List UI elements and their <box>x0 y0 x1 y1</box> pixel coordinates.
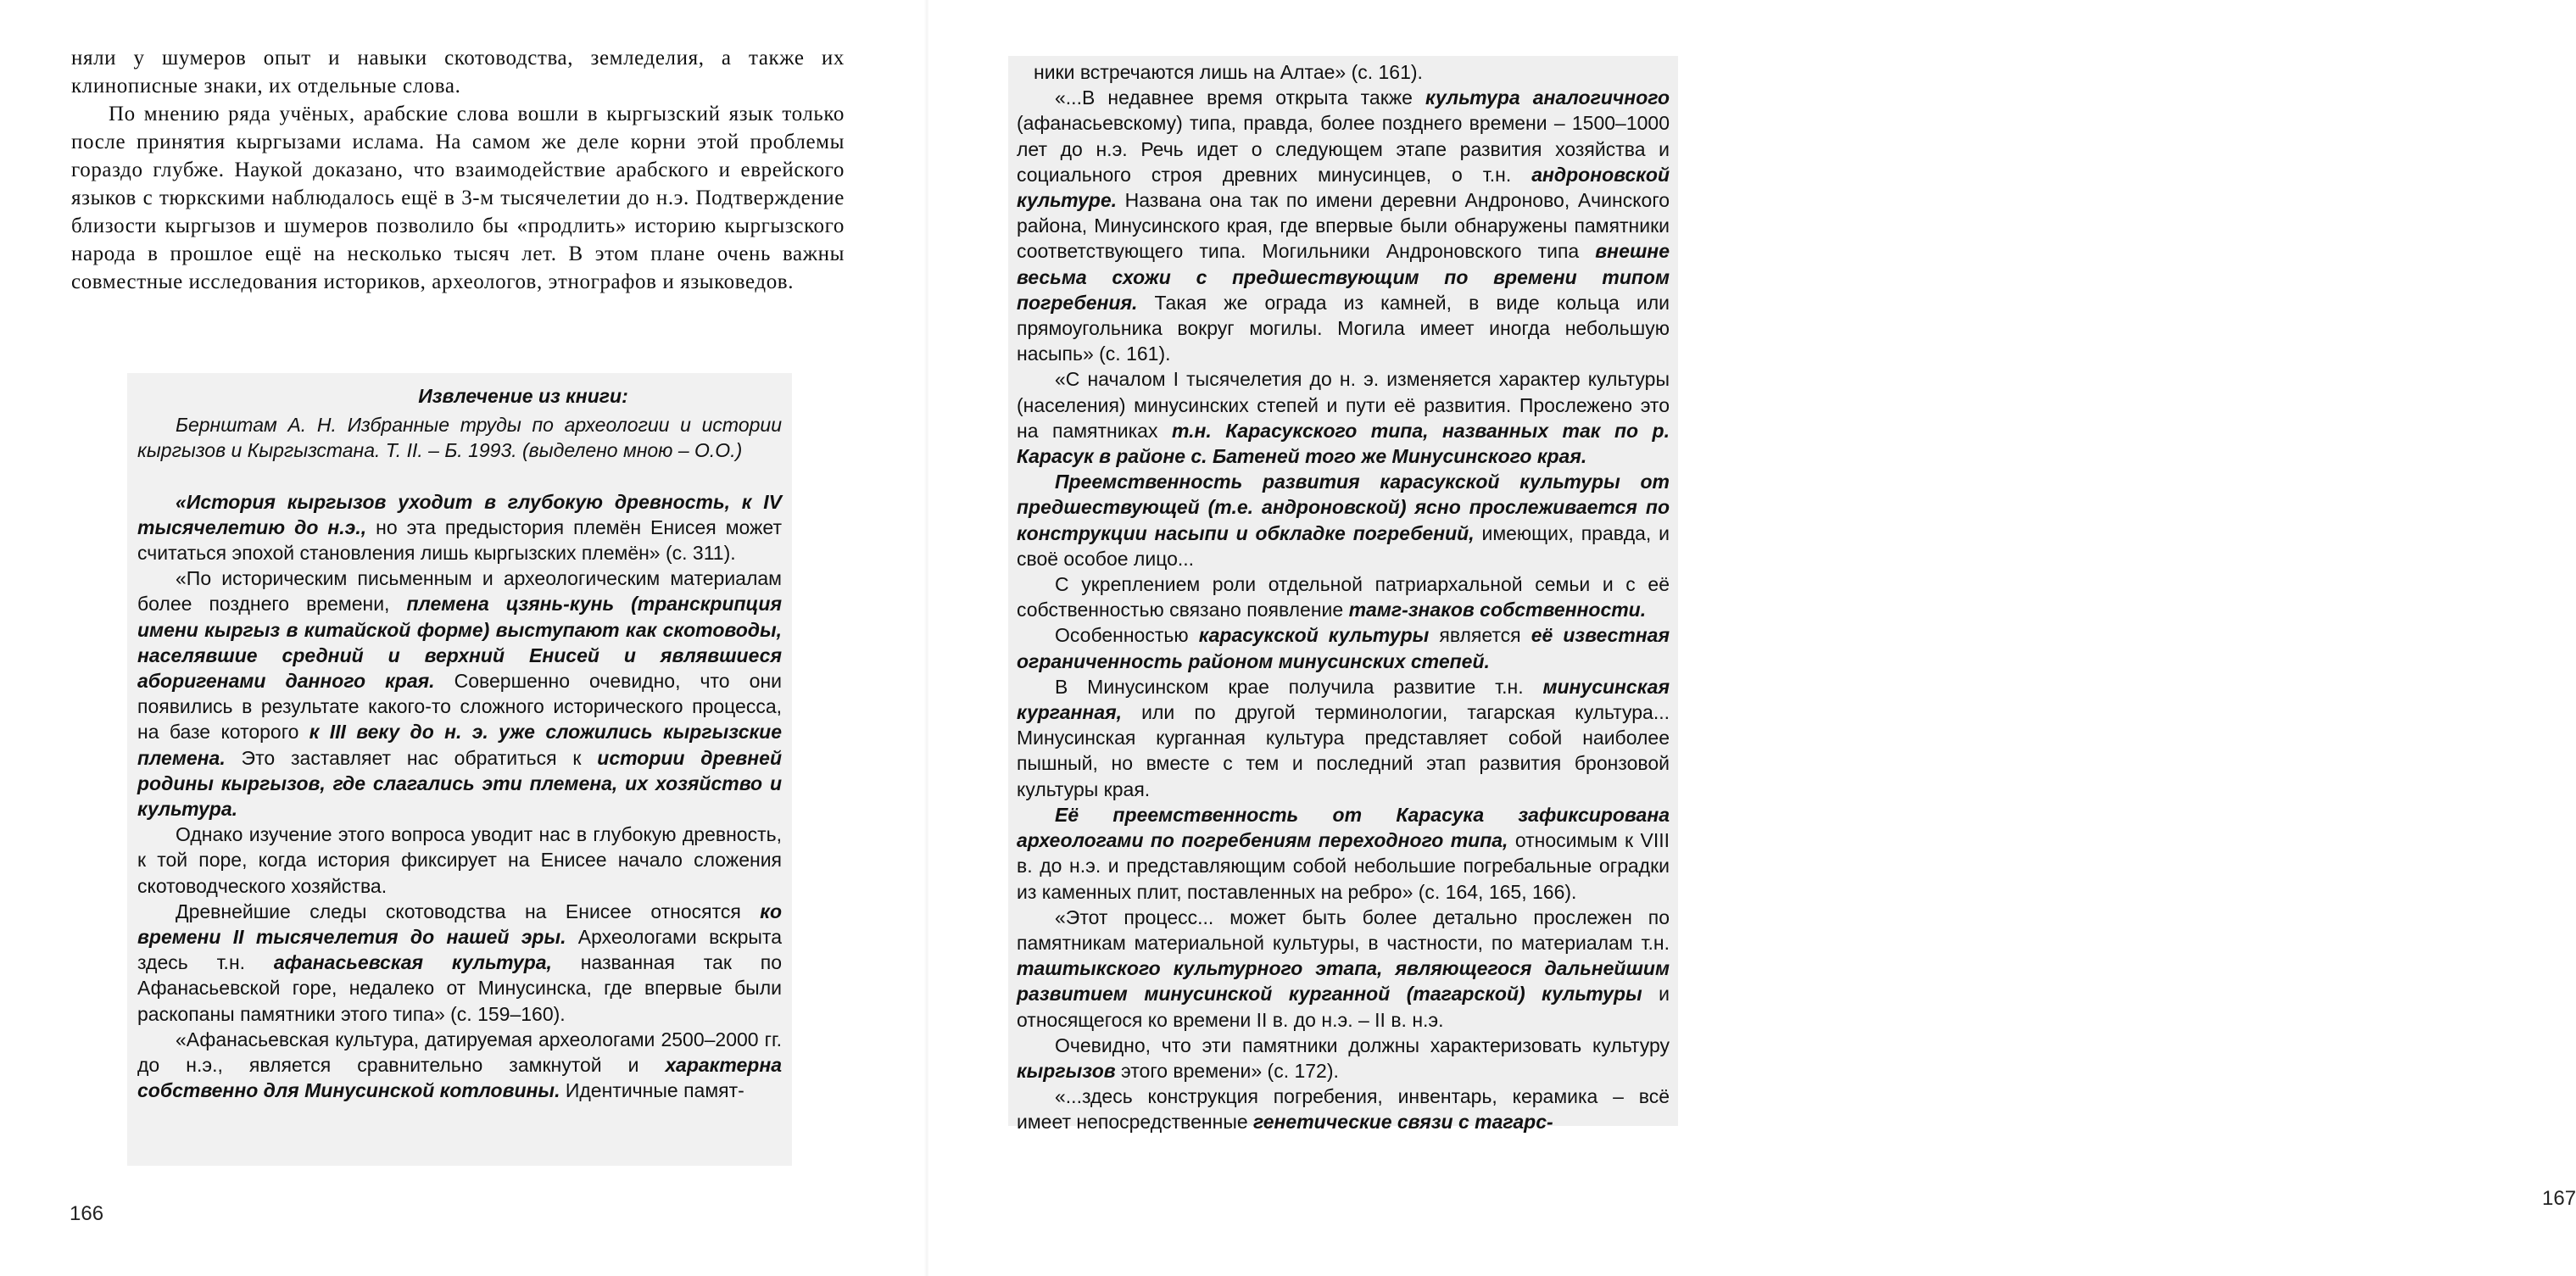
excerpt-paragraph: «По историческим письменным и археологическим материалам более позднего времени, племена цзянь-кунь (транскрипция имени кыргыз в китайской форме) выступают как скотоводы, населявшие средний и верхний Енисей и являвшиеся аборигенами данного края. Совершенно очевидно, что они появились в результате какого-то сложного исторического процесса, на базе которого к III веку до н. э. уже сложились кыргызские племена. Это заставляет нас обратиться к истории древней родины кыргызов, где слагались эти племена, их хозяйство и культура. <box>137 567 782 821</box>
excerpt-paragraph: «Афанасьевская культура, датируемая археологами 2500–2000 гг. до н.э., является сравнительно замкнутой и характерна собственно для Минусинской котловины. Идентичные памят- <box>137 1028 782 1102</box>
excerpt-continued <box>1008 56 1678 1134</box>
right-page <box>928 0 2576 1276</box>
excerpt-paragraph: ники встречаются лишь на Алтае» (с. 161). <box>1034 61 1423 83</box>
excerpt-paragraph: Древнейшие следы скотоводства на Енисее относятся ко времени II тысячелетия до нашей эры. Археологами вскрыта здесь т.н. афанасьевская культура, названная так по Афанасьевской горе, недалеко от Минусинска, где впервые были раскопаны памятники этого типа» (с. 159–160). <box>137 900 782 1025</box>
intro-paragraph: По мнению ряда учёных, арабские слова вошли в кыргызский язык только после принятия кыргызами ислама. На самом же деле корни этой проблемы гораздо глубже. Наукой доказано, что взаимодействие арабского и еврейского языков с тюркскими наблюдалось ещё в 3-м тысячелетии до н.э. Подтверждение близости кыргызов и шумеров позволило бы «продлить» историю кыргызского народа в прошлое ещё на несколько тысяч лет. В этом плане очень важны совместные исследования историков, археологов, этнографов и языковедов. <box>71 103 845 293</box>
excerpt-paragraph: Однако изучение этого вопроса уводит нас в глубокую древность, к той поре, когда история фиксирует на Енисее начало сложения скотоводческого хозяйства. <box>137 823 782 897</box>
excerpt-source: Бернштам А. Н. Избранные труды по археологии и истории кыргызов и Кыргызстана. Т. II. – Б. 1993. (выделено мною – О.О.) <box>137 414 782 462</box>
left-page <box>0 0 928 1276</box>
excerpt-paragraph: «Этот процесс... может быть более детально прослежен по памятникам материальной культуры, в частности, по материалам т.н. таштыкского культурного этапа, являющегося дальнейшим развитием минусинской курганной (тагарской) культуры и относящегося ко времени II в. до н.э. – II в. н.э. <box>1017 905 1670 1031</box>
intro-paragraph: няли у шумеров опыт и навыки скотоводства, земледелия, а также их клинописные знаки, их отдельные слова. <box>71 47 845 98</box>
excerpt-paragraph: Её преемственность от Карасука зафиксирована археологами по погребениям переходного типа, относимым к VIII в. до н.э. и представляющим собой небольшие погребальные оградки из каменных плит, поставленных на ребро» (с. 164, 165, 166). <box>1017 803 1670 903</box>
excerpt-paragraph: «С началом I тысячелетия до н. э. изменяется характер культуры (населения) минусинских степей и пути её развития. Прослежено это на памятниках т.н. Карасукского типа, названных так по р. Карасук в районе с. Батеней того же Минусинского края. <box>1017 368 1670 468</box>
excerpt-title: Извлечение из книги: <box>418 385 628 407</box>
excerpt-paragraph: «...В недавнее время открыта также культура аналогичного (афанасьевскому) типа, правда, более позднего времени – 1500–1000 лет до н.э. Речь идет о следующем этапе развития хозяйства и социального строя древних минусинцев, о т.н. андроновской культуре. Названа она так по имени деревни Андроново, Ачинского района, Минусинского края, где впервые были обнаружены памятники соответствующего типа. Могильники Андроновского типа внешне весьма схожи с предшествующим по времени типом погребения. Такая же ограда из камней, в виде кольца или прямоугольника вокруг могилы. Могила имеет иногда небольшую насыпь» (с. 161). <box>1017 86 1670 365</box>
excerpt-paragraph: Преемственность развития карасукской культуры от предшествующей (т.е. андроновской) ясно прослеживается по конструкции насыпи и обкладке погребений, имеющих, правда, и своё особое лицо... <box>1017 471 1670 570</box>
excerpt-paragraph: С укреплением роли отдельной патриархальной семьи и с её собственностью связано появление тамг-знаков собственности. <box>1017 573 1670 621</box>
excerpt-paragraph: В Минусинском крае получила развитие т.н. минусинская курганная, или по другой терминологии, тагарская культура... Минусинская курганная культура представляет собой наиболее пышный, но вместе с тем и последний этап развития бронзовой культуры края. <box>1017 675 1670 800</box>
page-number: 167 <box>2542 1187 2576 1210</box>
excerpt-paragraph: «...здесь конструкция погребения, инвентарь, керамика – всё имеет непосредственные генетические связи с тагарс- <box>1017 1085 1670 1134</box>
page-number: 166 <box>70 1202 104 1225</box>
excerpt-paragraph: Очевидно, что эти памятники должны характеризовать культуру кыргызов этого времени» (с. 172). <box>1017 1034 1670 1082</box>
excerpt-paragraph: Особенностью карасукской культуры является её известная ограниченность районом минусинских степей. <box>1017 624 1670 672</box>
excerpt-paragraph: «История кыргызов уходит в глубокую древность, к IV тысячелетию до н.э., но эта предыстория племён Енисея может считаться эпохой становления лишь кыргызских племён» (с. 311). <box>137 490 782 565</box>
intro-text <box>71 44 845 296</box>
book-excerpt <box>127 373 792 1166</box>
